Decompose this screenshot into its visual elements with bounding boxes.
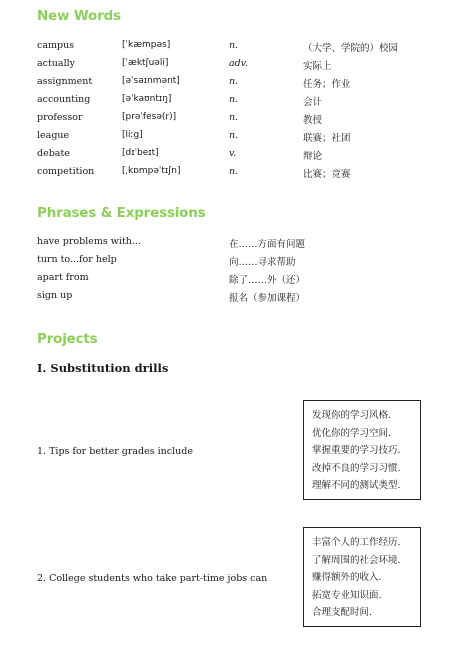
drill-prompt: 2. College students who take part-time jobs can — [37, 573, 268, 584]
vocab-phonetic: [ˈkæmpəs] — [122, 40, 171, 50]
vocab-word: debate — [37, 148, 70, 159]
vocab-phonetic: [əˈsaɪnmənt] — [122, 76, 180, 86]
vocab-meaning: 实际上 — [303, 61, 332, 72]
vocab-pos: n. — [229, 76, 239, 87]
vocab-row — [0, 94, 455, 110]
phrase-row — [0, 254, 455, 270]
drill-option: 改掉不良的学习习惯. — [312, 462, 401, 474]
vocab-pos: n. — [229, 40, 239, 51]
phrase-en: apart from — [37, 272, 89, 283]
vocab-phonetic: [ˌkɒmpəˈtɪʃn] — [122, 166, 181, 176]
drill-option: 拓宽专业知识面. — [312, 589, 382, 601]
vocab-row — [0, 40, 455, 56]
vocab-meaning: 任务；作业 — [303, 79, 351, 90]
vocab-phonetic: [əˈkaʊntɪŋ] — [122, 94, 172, 104]
vocab-word: assignment — [37, 76, 93, 87]
drill-option: 赚得额外的收入. — [312, 572, 382, 584]
phrase-row — [0, 236, 455, 252]
vocab-meaning: 比赛；竞赛 — [303, 169, 351, 180]
vocab-pos: adv. — [229, 58, 249, 69]
vocab-word: accounting — [37, 94, 91, 105]
vocab-row — [0, 148, 455, 164]
vocab-meaning: （大学、学院的）校园 — [303, 43, 399, 54]
vocab-pos: n. — [229, 130, 239, 141]
drill-options-box — [303, 527, 421, 627]
phrase-en: turn to...for help — [37, 254, 117, 265]
drill-option: 理解不同的测试类型. — [312, 480, 401, 492]
vocab-pos: v. — [229, 148, 237, 159]
vocab-word: campus — [37, 40, 75, 51]
heading-new-words: New Words — [37, 8, 121, 24]
vocab-row — [0, 130, 455, 146]
vocab-phonetic: [ˈæktʃuəli] — [122, 58, 169, 68]
vocab-word: actually — [37, 58, 76, 69]
vocab-meaning: 会计 — [303, 97, 323, 108]
vocab-phonetic: [prəˈfesə(r)] — [122, 112, 177, 122]
vocab-pos: n. — [229, 94, 239, 105]
vocab-row — [0, 166, 455, 182]
heading-projects: Projects — [37, 331, 98, 347]
drill-prompt: 1. Tips for better grades include — [37, 446, 193, 457]
drill-option: 丰富个人的工作经历. — [312, 537, 401, 548]
vocab-pos: n. — [229, 112, 239, 123]
vocab-word: competition — [37, 166, 95, 177]
vocab-meaning: 教授 — [303, 115, 323, 126]
vocab-word: league — [37, 130, 70, 141]
phrase-zh: 除了……外（还） — [229, 275, 306, 286]
vocab-meaning: 联赛；社团 — [303, 133, 351, 144]
vocab-phonetic: [dɪˈbeɪt] — [122, 148, 159, 158]
vocab-phonetic: [liːg] — [122, 130, 143, 140]
substitution-title: Ⅰ. Substitution drills — [37, 361, 169, 375]
phrase-row — [0, 290, 455, 306]
vocab-word: professor — [37, 112, 83, 123]
vocab-pos: n. — [229, 166, 239, 177]
drill-option: 了解周围的社会环境. — [312, 554, 401, 566]
phrase-zh: 报名（参加课程） — [229, 293, 306, 304]
drill-options-box — [303, 400, 421, 500]
phrase-zh: 向……寻求帮助 — [229, 257, 296, 268]
vocab-row — [0, 76, 455, 92]
vocab-row — [0, 112, 455, 128]
phrase-zh: 在……方面有问题 — [229, 239, 306, 250]
drill-option: 发现你的学习风格. — [312, 410, 392, 421]
heading-phrases: Phrases & Expressions — [37, 205, 206, 221]
vocab-row — [0, 58, 455, 74]
phrase-en: have problems with... — [37, 236, 141, 247]
vocab-meaning: 辩论 — [303, 151, 323, 162]
drill-option: 掌握重要的学习技巧. — [312, 445, 401, 457]
drill-option: 优化你的学习空间. — [312, 427, 392, 439]
drill-option: 合理支配时间. — [312, 607, 373, 619]
phrase-row — [0, 272, 455, 288]
phrase-en: sign up — [37, 290, 73, 301]
